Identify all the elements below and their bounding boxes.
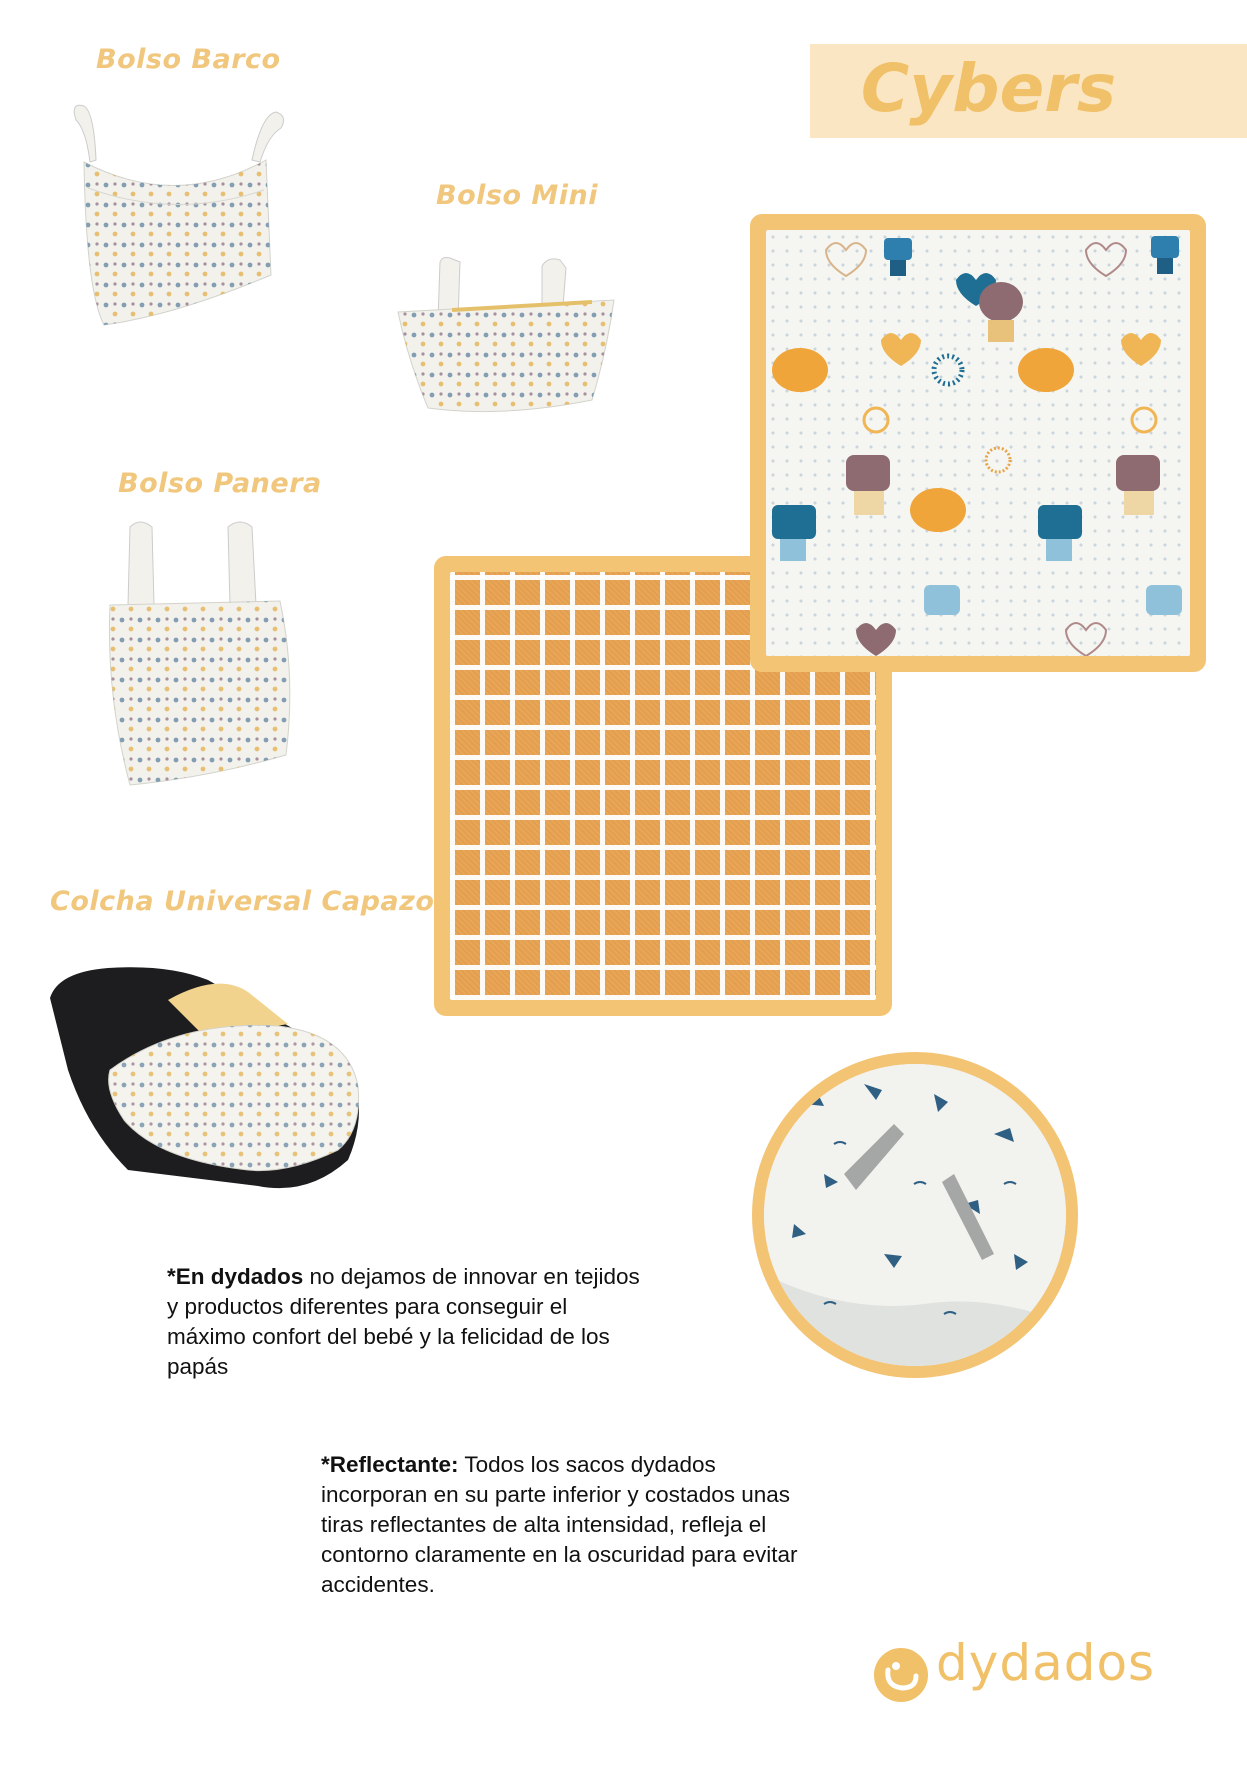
innovation-note	[167, 1262, 647, 1382]
reflective-detail-image	[764, 1064, 1066, 1366]
reflective-note	[321, 1450, 821, 1600]
bolso-panera-image	[100, 515, 300, 790]
colcha-capazo-image	[48, 960, 368, 1195]
product-title-colcha: Colcha Universal Capazo	[50, 886, 435, 917]
innovation-note-bold: *En dydados	[167, 1264, 304, 1289]
bolso-barco-image	[66, 100, 286, 330]
collection-title: Cybers	[860, 50, 1117, 127]
dydados-logo-icon	[872, 1646, 930, 1704]
brand-logo-text: dydados	[936, 1634, 1156, 1692]
reflective-note-bold: *Reflectante:	[321, 1452, 459, 1477]
reflective-note-text: Todos los sacos dydados incorporan en su parte inferior y costados unas tiras reflectantes de alta intensidad, refleja el contorno claramente en la oscuridad para evitar accidentes.	[321, 1452, 798, 1597]
robot-fabric-texture	[766, 230, 1190, 656]
product-title-bolso-panera: Bolso Panera	[118, 468, 322, 499]
robot-fabric-swatch	[750, 214, 1206, 672]
collection-banner	[810, 44, 1247, 138]
product-title-bolso-barco: Bolso Barco	[96, 44, 281, 75]
innovation-note-text: no dejamos de innovar en tejidos y productos diferentes para conseguir el máximo confort del bebé y la felicidad de los papás	[167, 1264, 640, 1379]
bolso-mini-image	[392, 250, 624, 420]
robot-print	[766, 230, 1190, 656]
product-title-bolso-mini: Bolso Mini	[436, 180, 599, 211]
reflective-detail-circle	[752, 1052, 1078, 1378]
